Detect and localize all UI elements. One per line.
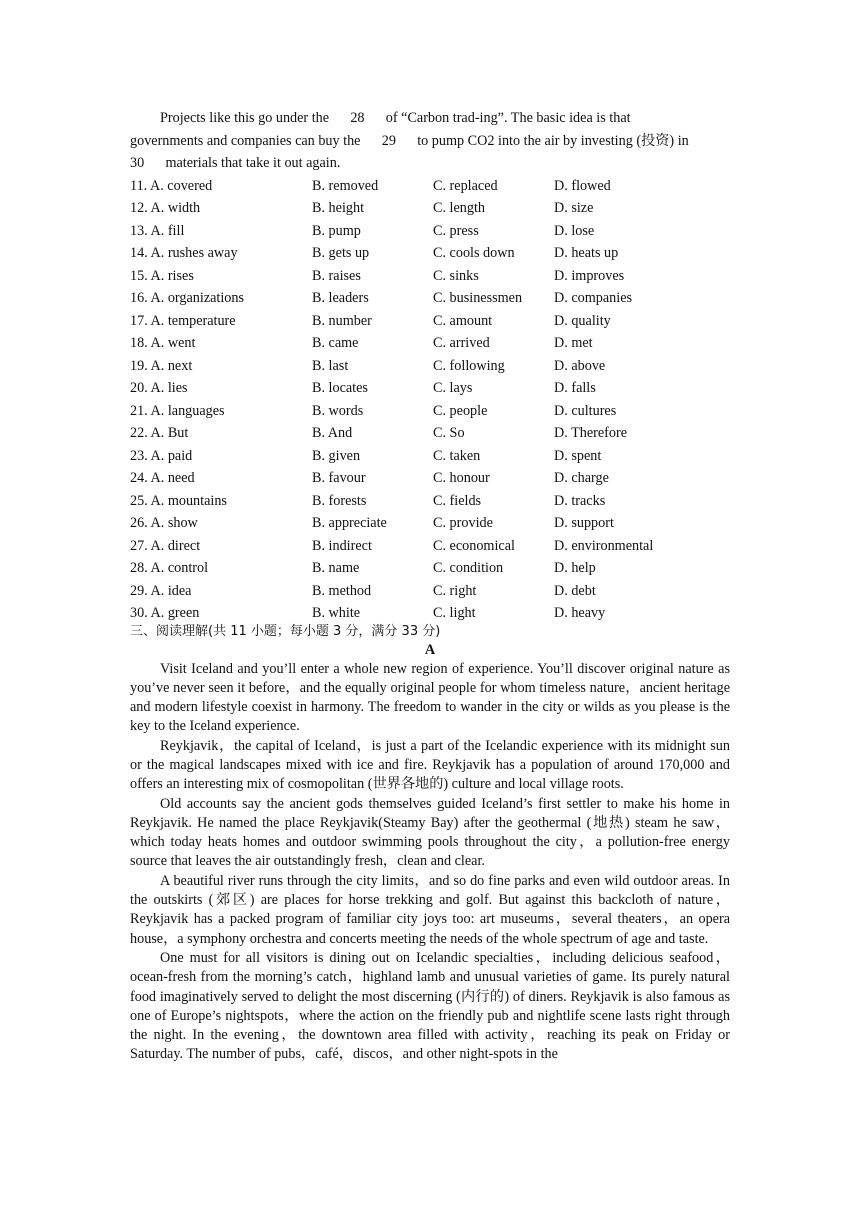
option-row: [130, 445, 730, 468]
option-row: [130, 287, 730, 310]
option-choice: B. given: [312, 447, 361, 464]
exam-page: [130, 107, 730, 1065]
option-row: [130, 332, 730, 355]
option-row: [130, 355, 730, 378]
option-choice: D. debt: [554, 582, 596, 599]
option-choice: C. economical: [433, 537, 515, 554]
option-choice: 22. A. But: [130, 425, 189, 441]
option-row: [130, 220, 730, 243]
intro-line-3: 30 materials that take it out again.: [130, 155, 341, 171]
passage-paragraph: A beautiful river runs through the city limits，and so do fine parks and even wild outdoor areas. In the outskirts (郊区) are places for horse trekking and golf. But against this backcloth of nature，Reykjavik has a packed program of familiar city joys too: art museums，several theaters，an opera house，a symphony orchestra and concerts meeting the needs of the whole spectrum of age and taste.: [130, 872, 730, 947]
section-heading: 三、阅读理解(共 11 小题；每小题 3 分，满分 33 分): [130, 623, 441, 639]
option-choice: 15. A. rises: [130, 267, 194, 284]
option-choice: B. white: [312, 605, 361, 621]
option-choice: B. number: [312, 312, 372, 329]
passage-paragraph: Reykjavik，the capital of Iceland，is just a part of the Icelandic experience with its midnight sun or the magical landscapes mixed with ice and fire. Reykjavik has a population of around 170,000 and offers an interesting mix of cosmopolitan (世界各地的) culture and local village roots.: [130, 737, 730, 793]
option-choice: C. lays: [433, 380, 473, 396]
option-row: [130, 310, 730, 333]
option-choice: B. locates: [312, 380, 368, 396]
option-row: [130, 265, 730, 288]
option-choice: B. And: [312, 425, 353, 441]
option-choice: B. pump: [312, 222, 361, 239]
option-choice: C. amount: [433, 312, 493, 329]
option-choice: C. provide: [433, 515, 493, 531]
option-choice: C. honour: [433, 470, 490, 486]
option-choice: B. forests: [312, 492, 367, 509]
option-choice: B. removed: [312, 177, 379, 194]
option-choice: 28. A. control: [130, 560, 209, 576]
option-choice: 18. A. went: [130, 335, 196, 351]
option-choice: C. following: [433, 357, 505, 374]
option-choice: D. met: [554, 335, 593, 351]
passage-paragraph: Visit Iceland and you’ll enter a whole new region of experience. You’ll discover original nature as you’ve never seen it before，and the equally original people for whom timeless nature，ancient heritage and modern lifestyle coexist in harmony. The freedom to wander in the city or wilds as you please is the key to the Iceland experience.: [130, 660, 730, 735]
option-choice: C. fields: [433, 492, 482, 509]
option-choice: D. tracks: [554, 492, 606, 509]
option-choice: D. heats up: [554, 245, 619, 261]
option-choice: D. environmental: [554, 537, 654, 554]
option-choice: 26. A. show: [130, 515, 198, 531]
option-choice: C. right: [433, 582, 477, 599]
option-choice: 23. A. paid: [130, 447, 193, 464]
option-row: [130, 512, 730, 535]
option-choice: D. improves: [554, 267, 625, 284]
option-choice: B. leaders: [312, 290, 369, 306]
option-choice: C. length: [433, 200, 486, 216]
option-choice: C. condition: [433, 560, 504, 576]
cloze-options-list: [130, 175, 730, 625]
option-choice: 14. A. rushes away: [130, 245, 238, 261]
option-choice: D. charge: [554, 470, 609, 486]
passage-paragraph: Old accounts say the ancient gods themselves guided Iceland’s first settler to make his home in Reykjavik. He named the place Reykjavik(Steamy Bay) after the geothermal (地热) steam he saw，which today heats homes and outdoor swimming pools throughout the city，a pollution-free energy source that leaves the air outstandingly fresh，clean and clear.: [130, 795, 730, 870]
option-choice: D. help: [554, 560, 596, 576]
option-choice: B. raises: [312, 267, 361, 284]
intro-line-2: governments and companies can buy the 29 to pump CO2 into the air by investing (投资) in: [130, 132, 689, 149]
option-choice: 17. A. temperature: [130, 312, 236, 329]
option-choice: 30. A. green: [130, 605, 200, 621]
option-choice: C. people: [433, 402, 488, 419]
option-choice: C. arrived: [433, 335, 490, 351]
option-choice: 13. A. fill: [130, 222, 185, 239]
cloze-passage-ending: [130, 107, 730, 175]
option-choice: C. So: [433, 425, 465, 441]
option-choice: D. size: [554, 200, 594, 216]
option-choice: B. appreciate: [312, 515, 387, 531]
option-row: [130, 197, 730, 220]
option-row: [130, 175, 730, 198]
option-row: [130, 422, 730, 445]
option-choice: B. favour: [312, 470, 366, 486]
option-choice: B. indirect: [312, 537, 372, 554]
option-choice: C. cools down: [433, 245, 515, 261]
option-choice: C. light: [433, 605, 476, 621]
option-choice: B. last: [312, 357, 349, 374]
option-row: [130, 557, 730, 580]
option-choice: B. method: [312, 582, 372, 599]
option-choice: D. lose: [554, 222, 595, 239]
option-row: [130, 535, 730, 558]
option-choice: B. height: [312, 200, 365, 216]
option-choice: D. falls: [554, 380, 596, 396]
reading-passage: [130, 660, 730, 1065]
option-choice: D. companies: [554, 290, 633, 306]
option-choice: D. spent: [554, 447, 602, 464]
option-row: [130, 400, 730, 423]
option-choice: 19. A. next: [130, 357, 193, 374]
option-choice: D. Therefore: [554, 425, 628, 441]
option-choice: B. words: [312, 402, 364, 419]
option-choice: D. cultures: [554, 402, 617, 419]
option-choice: 29. A. idea: [130, 582, 192, 599]
passage-paragraph: One must for all visitors is dining out on Icelandic specialties，including delicious seafood，ocean-fresh from the morning’s catch，highland lamb and unusual varieties of game. Its purely natural food imaginatively served to delight the most discerning (内行的) of diners. Reykjavik is also famous as one of Europe’s nightspots，where the action on the friendly pub and nightlife scene lasts right through the night. In the evening，the downtown area filled with activity，reaching its peak on Friday or Saturday. The number of pubs，café，discos，and other night-spots in the: [130, 949, 730, 1063]
option-choice: D. quality: [554, 312, 611, 329]
option-row: [130, 580, 730, 603]
option-choice: B. name: [312, 560, 360, 576]
option-row: [130, 467, 730, 490]
option-choice: 27. A. direct: [130, 537, 201, 554]
option-choice: B. gets up: [312, 245, 370, 261]
option-row: [130, 602, 730, 625]
option-row: [130, 242, 730, 265]
option-choice: 25. A. mountains: [130, 492, 227, 509]
option-choice: C. businessmen: [433, 290, 523, 306]
option-choice: C. replaced: [433, 177, 498, 194]
option-choice: 20. A. lies: [130, 380, 188, 396]
option-choice: D. above: [554, 357, 606, 374]
option-choice: 12. A. width: [130, 200, 201, 216]
option-row: [130, 377, 730, 400]
option-choice: D. flowed: [554, 177, 611, 194]
option-choice: C. press: [433, 222, 479, 239]
option-choice: C. sinks: [433, 267, 479, 284]
option-choice: 16. A. organizations: [130, 290, 245, 306]
intro-line-1: Projects like this go under the 28 of “Carbon trad-ing”. The basic idea is that: [160, 110, 631, 126]
option-choice: 24. A. need: [130, 470, 195, 486]
option-choice: D. support: [554, 515, 614, 531]
option-choice: B. came: [312, 335, 359, 351]
option-choice: D. heavy: [554, 605, 606, 621]
option-choice: 11. A. covered: [130, 177, 213, 194]
option-choice: 21. A. languages: [130, 402, 225, 419]
passage-label: A: [424, 641, 436, 658]
option-row: [130, 490, 730, 513]
option-choice: C. taken: [433, 447, 481, 464]
